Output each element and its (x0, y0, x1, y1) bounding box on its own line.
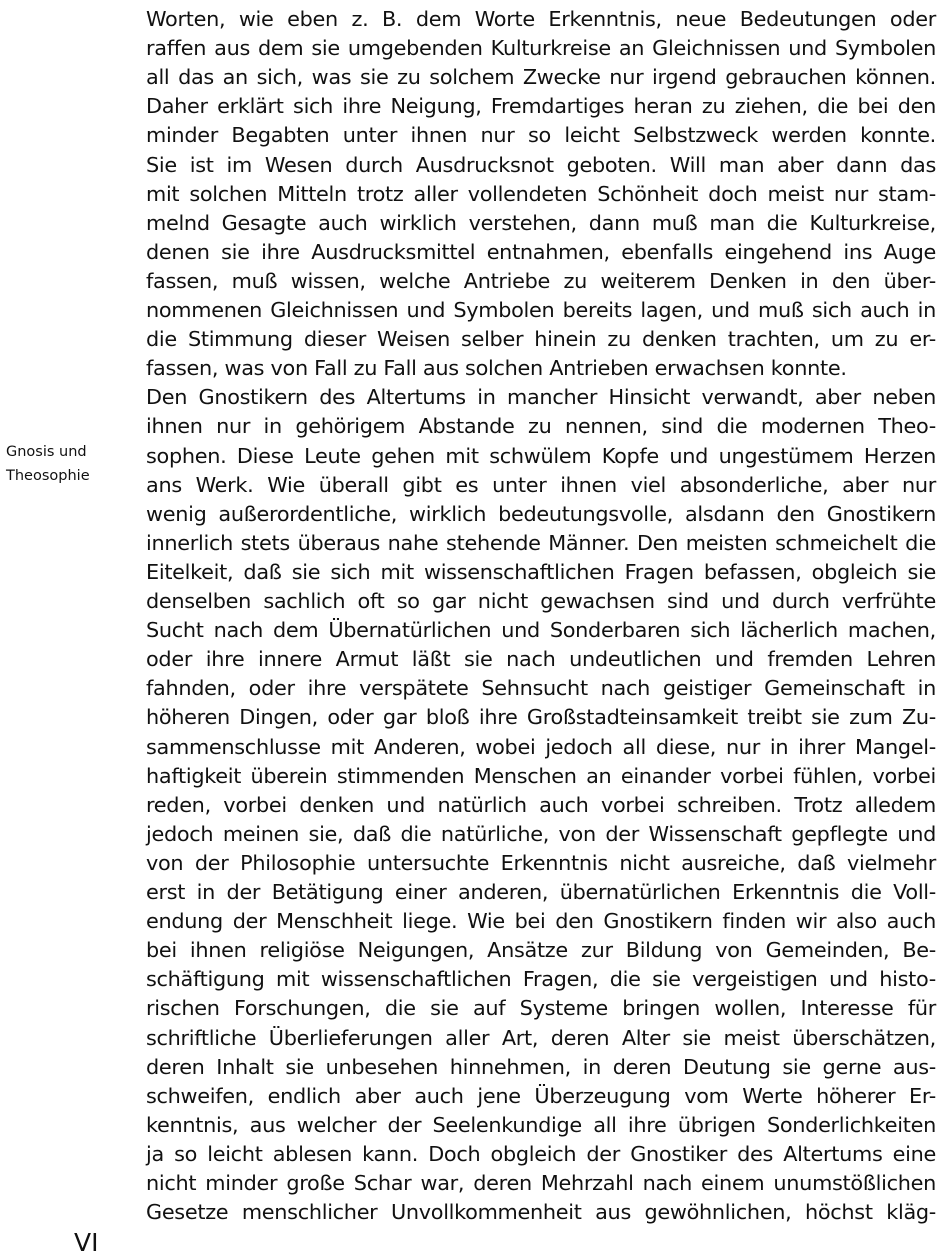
text-line: bei ihnen religiöse Neigungen, Ansätze zur Bildung von Gemeinden, Be- (146, 938, 936, 963)
text-line: schweifen, endlich aber auch jene Überzeugung vom Werte höherer Er- (146, 1083, 936, 1108)
text-line: mit solchen Mitteln trotz aller vollendeten Schönheit doch meist nur stam- (146, 181, 936, 206)
margin-note-line-1: Gnosis und (6, 444, 87, 460)
text-line: Gesetze menschlicher Unvollkommenheit aus gewöhnlichen, höchst kläg- (146, 1200, 936, 1225)
text-line: schäftigung mit wissenschaftlichen Fragen, die sie vergeistigen und histo- (146, 967, 936, 992)
text-line: raffen aus dem sie umgebenden Kulturkreise an Gleichnissen und Symbolen (146, 36, 936, 61)
text-line: reden, vorbei denken und natürlich auch vorbei schreiben. Trotz alledem (146, 792, 936, 817)
text-line: denselben sachlich oft so gar nicht gewachsen sind und durch verfrühte (146, 589, 936, 613)
text-line: Eitelkeit, daß sie sich mit wissenschaftlichen Fragen befassen, obgleich sie (146, 559, 936, 584)
text-line: Sie ist im Wesen durch Ausdrucksnot geboten. Will man aber dann das (146, 152, 936, 177)
text-line: endung der Menschheit liege. Wie bei den Gnostikern finden wir also auch (146, 909, 936, 934)
text-line: fassen, was von Fall zu Fall aus solchen Antrieben erwachsen konnte. (146, 356, 847, 381)
text-line: oder ihre innere Armut läßt sie nach undeutlichen und fremden Lehren (146, 647, 936, 672)
text-line: all das an sich, was sie zu solchem Zwecke nur irgend gebrauchen können. (146, 65, 936, 90)
text-line: deren Inhalt sie unbesehen hinnehmen, in deren Deutung sie gerne aus- (146, 1054, 936, 1079)
margin-note-line-2: Theosophie (6, 468, 90, 484)
text-line: melnd Gesagte auch wirklich verstehen, dann muß man die Kulturkreise, (146, 210, 936, 235)
text-line: erst in der Betätigung einer anderen, übernatürlichen Erkenntnis die Voll- (146, 880, 936, 904)
text-line: minder Begabten unter ihnen nur so leicht Selbstzweck werden konnte. (146, 123, 936, 148)
text-line: haftigkeit überein stimmenden Menschen an einander vorbei fühlen, vorbei (146, 763, 936, 788)
text-line: ja so leicht ablesen kann. Doch obgleich der Gnostiker des Altertums eine (146, 1141, 936, 1166)
text-line: nicht minder große Schar war, deren Mehrzahl nach einem unumstößlichen (146, 1171, 936, 1195)
text-line: wenig außerordentliche, wirklich bedeutungsvolle, alsdann den Gnostikern (146, 501, 936, 526)
text-line: kenntnis, aus welcher der Seelenkundige all ihre übrigen Sonderlichkeiten (146, 1112, 936, 1137)
text-line: ans Werk. Wie überall gibt es unter ihnen viel absonderliche, aber nur (146, 472, 936, 497)
text-line: schriftliche Überlieferungen aller Art, deren Alter sie meist überschätzen, (146, 1025, 936, 1050)
text-line: nommenen Gleichnissen und Symbolen bereits lagen, und muß sich auch in (146, 298, 936, 322)
text-line: innerlich stets überaus nahe stehende Männer. Den meisten schmeichelt die (146, 530, 936, 555)
text-line: die Stimmung dieser Weisen selber hinein zu denken trachten, um zu er- (146, 327, 936, 352)
text-line: Den Gnostikern des Altertums in mancher Hinsicht verwandt, aber neben (146, 385, 936, 410)
text-line: Sucht nach dem Übernatürlichen und Sonderbaren sich lächerlich machen, (146, 618, 936, 643)
text-line: sammenschlusse mit Anderen, wobei jedoch all diese, nur in ihrer Mangel- (146, 734, 936, 759)
text-line: ihnen nur in gehörigem Abstande zu nennen, sind die modernen Theo- (146, 414, 936, 439)
text-line: Daher erklärt sich ihre Neigung, Fremdartiges heran zu ziehen, die bei den (146, 94, 936, 119)
text-line: jedoch meinen sie, daß die natürliche, von der Wissenschaft gepflegte und (146, 821, 936, 846)
text-line: sophen. Diese Leute gehen mit schwülem Kopfe und ungestümem Herzen (146, 443, 936, 468)
text-line: fassen, muß wissen, welche Antriebe zu weiterem Denken in den über- (146, 268, 936, 293)
text-line: rischen Forschungen, die sie auf Systeme bringen wollen, Interesse für (146, 996, 936, 1021)
text-line: denen sie ihre Ausdrucksmittel entnahmen, ebenfalls eingehend ins Auge (146, 239, 936, 264)
text-line: höheren Dingen, oder gar bloß ihre Großstadteinsamkeit treibt sie zum Zu- (146, 705, 936, 730)
text-line: Worten, wie eben z. B. dem Worte Erkenntnis, neue Bedeutungen oder (146, 7, 936, 31)
signature-mark: VI (74, 1228, 99, 1257)
text-line: von der Philosophie untersuchte Erkenntnis nicht ausreiche, daß vielmehr (146, 850, 936, 875)
text-line: fahnden, oder ihre verspätete Sehnsucht nach geistiger Gemeinschaft in (146, 676, 936, 701)
